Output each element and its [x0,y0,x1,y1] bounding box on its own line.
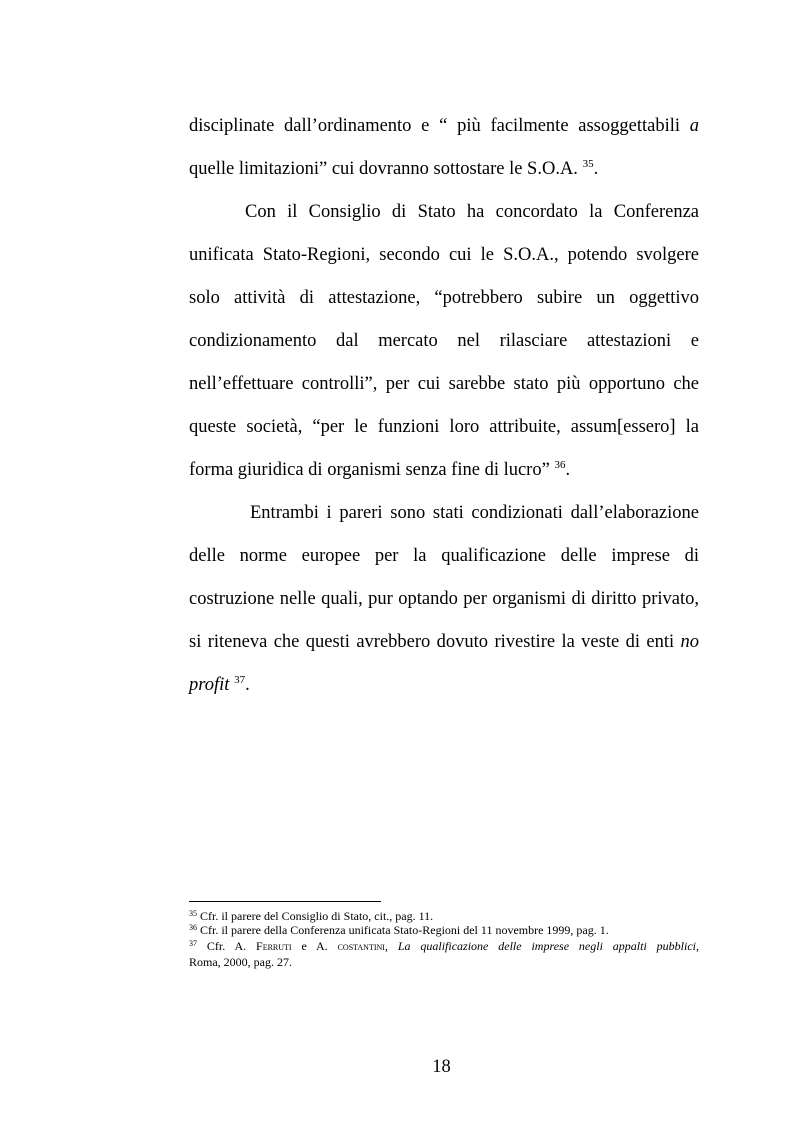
footnote-ref-37: 37 [234,674,246,686]
footnote-separator [189,901,381,902]
body-line: condizionamento dal mercato nel rilasciare attestazioni e [189,331,699,351]
body-line: disciplinate dall’ordinamento e “ più facilmente assoggettabili a [189,116,700,136]
body-line: forma giuridica di organismi senza fine di lucro” $^{36}$. [189,459,571,480]
body-line: quelle limitazioni” cui dovranno sottostare le S.O.A. $^{35}$. [189,158,599,179]
footnote-ref-36: 36 [554,459,566,471]
page-number: 18 [432,1057,451,1077]
body-line: Entrambi i pareri sono stati condizionati dall’elaborazione [250,503,699,523]
footnote-35: $^{35}$ Cfr. il parere del Consiglio di Stato, cit., pag. 11. [189,909,434,923]
body-line: Con il Consiglio di Stato ha concordato la Conferenza [245,202,699,222]
body-line: solo attività di attestazione, “potrebbero subire un oggettivo [189,288,699,308]
footnote-ref-35: 35 [582,158,594,170]
footnote-37-continuation: Roma, 2000, pag. 27. [189,955,292,969]
footnote-37: $^{37}$ Cfr. A. Ferruti e A. costantini, La qualificazione delle imprese negli appalti pubblici, [189,939,700,953]
body-line: unificata Stato-Regioni, secondo cui le S.O.A., potendo svolgere [189,245,699,265]
body-line: nell’effettuare controlli”, per cui sarebbe stato più opportuno che [189,374,699,394]
body-line: delle norme europee per la qualificazione delle imprese di [189,546,699,566]
body-line: si riteneva che questi avrebbero dovuto rivestire la veste di enti no [189,632,699,652]
footnote-36: $^{36}$ Cfr. il parere della Conferenza unificata Stato-Regioni del 11 novembre 1999, pag. 1. [189,923,609,937]
body-line: queste società, “per le funzioni loro attribuite, assum[essero] la [189,417,699,437]
body-line: costruzione nelle quali, pur optando per organismi di diritto privato, [189,589,699,609]
body-line: profit $^{37}$. [189,674,250,695]
